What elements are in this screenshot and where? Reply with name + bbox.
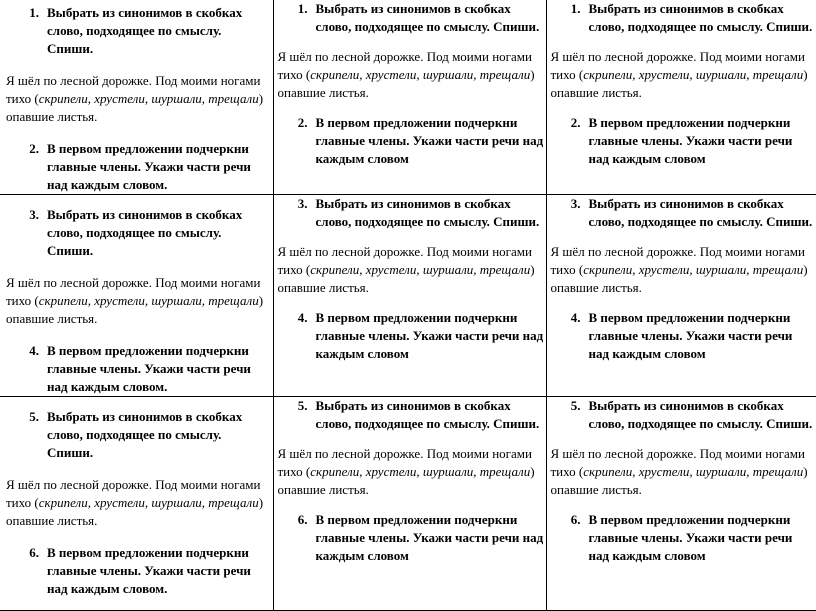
task-text: Выбрать из синонимов в скобках слово, подходящее по смыслу. Спиши. [47,408,273,462]
exercise-sentence [551,243,816,297]
exercise-sentence [551,445,816,499]
exercise-sentence [278,243,546,297]
task-number: 6. [6,544,47,598]
synonym-options: скрипели, хрустели, шуршали, трещали [583,262,803,277]
table-cell [546,195,816,397]
task-instruction [551,397,816,433]
exercise-sentence [551,48,816,102]
synonym-options: скрипели, хрустели, шуршали, трещали [583,67,803,82]
table-row [0,195,816,397]
task-card [274,195,546,363]
sentence-start: Я шёл по лесной дорожке. Под моими ногами тихо ( [278,244,532,277]
sentence-end: ) опавшие листья. [551,464,808,497]
task-number: 2. [551,114,589,168]
sentence-end: ) опавшие листья. [278,67,535,100]
task-text: В первом предложении подчеркни главные члены. Укажи части речи над каждым словом [316,114,546,168]
synonym-options: скрипели, хрустели, шуршали, трещали [39,495,259,510]
synonym-options: скрипели, хрустели, шуршали, трещали [39,293,259,308]
table-cell [0,195,273,397]
sentence-end: ) опавшие листья. [6,495,263,528]
task-card [274,397,546,565]
task-instruction [6,4,273,58]
table-cell [546,0,816,195]
task-instruction [278,195,546,231]
sentence-start: Я шёл по лесной дорожке. Под моими ногами тихо ( [551,49,805,82]
task-number: 5. [6,408,47,462]
sentence-start: Я шёл по лесной дорожке. Под моими ногами тихо ( [551,446,805,479]
task-instruction [278,397,546,433]
task-number: 3. [551,195,589,231]
exercise-sentence [6,476,273,530]
sentence-start: Я шёл по лесной дорожке. Под моими ногами тихо ( [6,477,260,510]
synonym-options: скрипели, хрустели, шуршали, трещали [583,464,803,479]
task-instruction [278,309,546,363]
table-row [0,397,816,611]
sentence-end: ) опавшие листья. [6,91,263,124]
sentence-start: Я шёл по лесной дорожке. Под моими ногами тихо ( [551,244,805,277]
task-text: Выбрать из синонимов в скобках слово, подходящее по смыслу. Спиши. [589,397,816,433]
task-instruction [6,408,273,462]
task-number: 1. [6,4,47,58]
task-instruction [551,309,816,363]
task-card [547,397,816,565]
task-text: В первом предложении подчеркни главные члены. Укажи части речи над каждым словом. [47,140,273,194]
synonym-options: скрипели, хрустели, шуршали, трещали [310,464,530,479]
task-number: 1. [551,0,589,36]
task-text: Выбрать из синонимов в скобках слово, подходящее по смыслу. Спиши. [47,206,273,260]
task-number: 2. [278,114,316,168]
task-instruction [278,114,546,168]
table-cell [546,397,816,611]
task-number: 4. [551,309,589,363]
task-number: 2. [6,140,47,194]
sentence-end: ) опавшие листья. [6,293,263,326]
exercise-sentence [278,445,546,499]
task-text: В первом предложении подчеркни главные члены. Укажи части речи над каждым словом. [47,342,273,396]
task-text: Выбрать из синонимов в скобках слово, подходящее по смыслу. Спиши. [589,0,816,36]
task-card [547,195,816,363]
sentence-end: ) опавшие листья. [551,67,808,100]
task-instruction [551,114,816,168]
task-card [274,0,546,168]
task-instruction [551,195,816,231]
table-cell [0,397,273,611]
task-text: Выбрать из синонимов в скобках слово, подходящее по смыслу. Спиши. [589,195,816,231]
task-text: В первом предложении подчеркни главные члены. Укажи части речи над каждым словом [589,114,816,168]
task-number: 3. [6,206,47,260]
task-text: Выбрать из синонимов в скобках слово, подходящее по смыслу. Спиши. [316,397,546,433]
task-instruction [6,140,273,194]
task-instruction [6,544,273,598]
sentence-start: Я шёл по лесной дорожке. Под моими ногами тихо ( [278,49,532,82]
task-text: Выбрать из синонимов в скобках слово, подходящее по смыслу. Спиши. [316,195,546,231]
task-text: В первом предложении подчеркни главные члены. Укажи части речи над каждым словом [316,511,546,565]
task-number: 1. [278,0,316,36]
task-card [0,397,273,598]
table-cell [273,195,546,397]
task-instruction [6,342,273,396]
task-text: В первом предложении подчеркни главные члены. Укажи части речи над каждым словом [316,309,546,363]
table-cell [0,0,273,195]
table-row [0,0,816,195]
task-number: 5. [551,397,589,433]
task-card [0,195,273,396]
synonym-options: скрипели, хрустели, шуршали, трещали [39,91,259,106]
synonym-options: скрипели, хрустели, шуршали, трещали [310,67,530,82]
task-instruction [278,0,546,36]
task-instruction [6,206,273,260]
task-number: 6. [278,511,316,565]
task-text: В первом предложении подчеркни главные члены. Укажи части речи над каждым словом [589,511,816,565]
task-instruction [551,0,816,36]
task-number: 4. [6,342,47,396]
table-cell [273,0,546,195]
task-card [0,0,273,194]
table-cell [273,397,546,611]
sentence-end: ) опавшие листья. [551,262,808,295]
sentence-start: Я шёл по лесной дорожке. Под моими ногами тихо ( [6,73,260,106]
task-number: 3. [278,195,316,231]
sentence-end: ) опавшие листья. [278,464,535,497]
task-text: В первом предложении подчеркни главные члены. Укажи части речи над каждым словом [589,309,816,363]
task-instruction [278,511,546,565]
task-instruction [551,511,816,565]
task-number: 4. [278,309,316,363]
sentence-start: Я шёл по лесной дорожке. Под моими ногами тихо ( [6,275,260,308]
task-text: Выбрать из синонимов в скобках слово, подходящее по смыслу. Спиши. [316,0,546,36]
synonym-options: скрипели, хрустели, шуршали, трещали [310,262,530,277]
sentence-start: Я шёл по лесной дорожке. Под моими ногами тихо ( [278,446,532,479]
exercise-sentence [278,48,546,102]
exercise-sentence [6,274,273,328]
task-text: В первом предложении подчеркни главные члены. Укажи части речи над каждым словом. [47,544,273,598]
exercise-sentence [6,72,273,126]
task-card [547,0,816,168]
task-number: 5. [278,397,316,433]
task-number: 6. [551,511,589,565]
sentence-end: ) опавшие листья. [278,262,535,295]
task-text: Выбрать из синонимов в скобках слово, подходящее по смыслу. Спиши. [47,4,273,58]
